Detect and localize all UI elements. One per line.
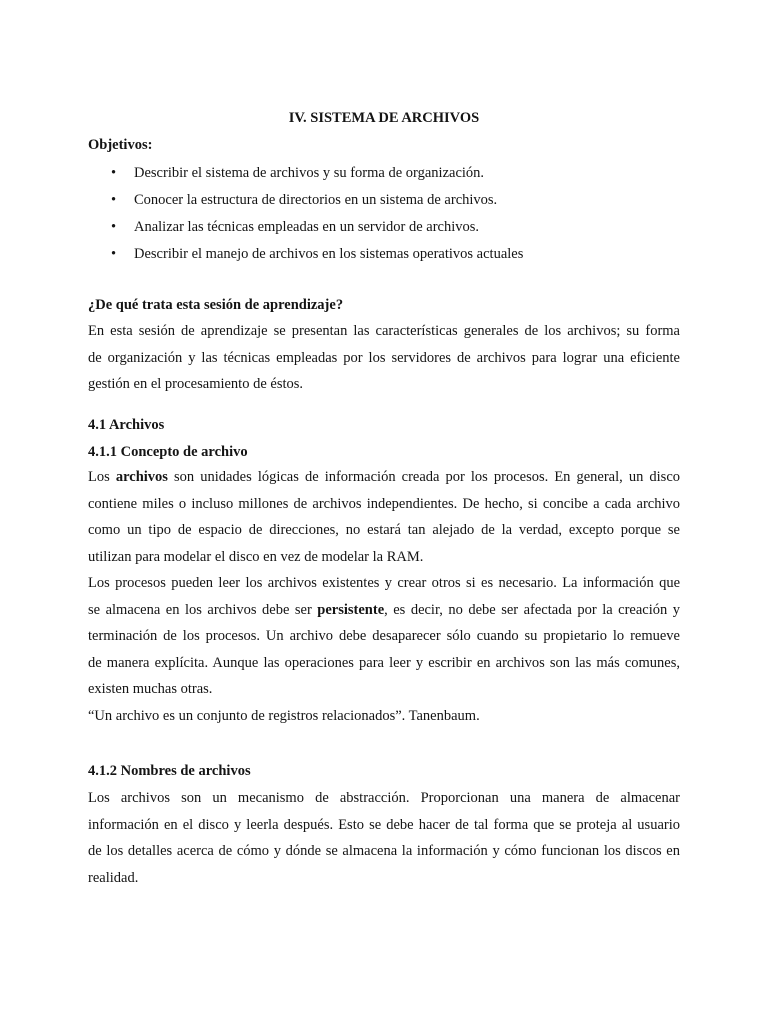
paragraph-line: Los archivos son un mecanismo de abstracción. Proporcionan una manera de almacenar [88,790,680,806]
objective-item [88,244,523,271]
bullet-icon: • [111,192,117,208]
paragraph-line: Los archivos son unidades lógicas de información creada por los procesos. En general, un disco [88,469,681,485]
objective-text: Conocer la estructura de directorios en un sistema de archivos. [134,192,498,208]
paragraph-line: de los detalles acerca de cómo y dónde se almacena la información y cómo funcionan los discos en [88,843,680,859]
objective-text: Describir el manejo de archivos en los sistemas operativos actuales [134,246,524,262]
paragraph-line: se almacena en los archivos debe ser persistente, es decir, no debe ser afectada por la creación y [88,601,680,618]
section-heading-4-1-2: 4.1.2 Nombres de archivos [88,763,251,779]
objective-item [88,190,523,217]
section-heading-4-1: 4.1 Archivos [88,417,165,433]
paragraph-line: realidad. [88,869,139,886]
objectives-list [88,163,523,271]
section-heading-4-1-1: 4.1.1 Concepto de archivo [88,444,248,460]
paragraph-line: existen muchas otras. [88,681,213,697]
paragraph-line: contiene miles o incluso millones de archivos independientes. De hecho, si concibe a cada archivo [88,495,680,512]
bold-term: persistente [317,601,385,618]
objective-text: Analizar las técnicas empleadas en un servidor de archivos. [134,219,480,235]
paragraph-line: de manera explícita. Aunque las operaciones para leer y escribir en archivos son las más comunes, [88,654,680,671]
bullet-icon: • [111,165,117,181]
bullet-icon: • [111,246,117,262]
names-paragraph [88,785,680,891]
paragraph-line: terminación de los procesos. Un archivo debe desaparecer sólo cuando su propietario lo remueve [88,628,680,644]
paragraph-line: En esta sesión de aprendizaje se presentan las características generales de los archivos; su forma [88,323,680,339]
objectives-heading: Objetivos: [88,137,153,153]
concept-paragraph [88,464,680,729]
objective-text: Describir el sistema de archivos y su forma de organización. [134,165,485,181]
paragraph-line: utilizan para modelar el disco en vez de modelar la RAM. [88,548,424,565]
quote-line: “Un archivo es un conjunto de registros relacionados”. Tanenbaum. [88,707,480,724]
paragraph-line: gestión en el procesamiento de éstos. [88,376,304,392]
session-paragraph [88,318,680,398]
objective-item [88,163,523,190]
paragraph-line: Los procesos pueden leer los archivos existentes y crear otros si es necesario. La información que [88,575,680,591]
session-question-heading: ¿De qué trata esta sesión de aprendizaje? [88,297,344,313]
document-title: IV. SISTEMA DE ARCHIVOS [288,110,480,126]
bullet-icon: • [111,219,117,235]
paragraph-line: como un tipo de espacio de direcciones, no estará tan alejado de la verdad, excepto porque se [88,522,680,538]
paragraph-line: información en el disco y leerla después. Esto se debe hacer de tal forma que se proteja al usuario [88,816,680,833]
objective-item [88,217,523,244]
bold-term: archivos [115,469,168,485]
paragraph-line: de organización y las técnicas empleadas por los servidores de archivos para lograr una eficiente [88,349,680,366]
